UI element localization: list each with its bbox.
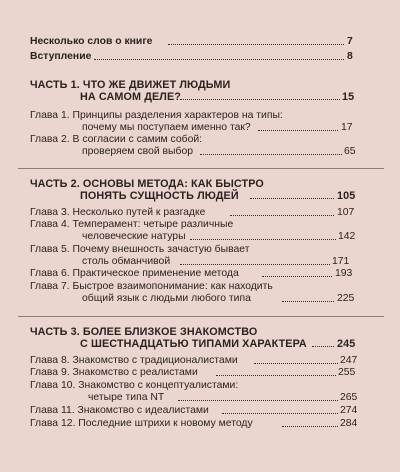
dot-leader (216, 375, 336, 376)
part-title: ЧАСТЬ 2. ОСНОВЫ МЕТОДА: КАК БЫСТРО (30, 178, 264, 190)
dot-leader (200, 154, 342, 155)
chapter-title: Глава 11. Знакомство с идеалистами (30, 405, 209, 416)
chapter-title: Глава 2. В согласии с самим собой: (30, 134, 203, 145)
dot-leader (254, 363, 338, 364)
chapter-title: Глава 5. Почему внешность зачастую бывает (30, 244, 250, 255)
chapter-title: Глава 7. Быстрое взаимопонимание: как находить (30, 281, 273, 292)
page-number: 107 (337, 207, 355, 218)
page-number: 15 (342, 91, 355, 103)
page-number: 65 (344, 146, 356, 157)
page-number: 8 (347, 51, 353, 62)
dot-leader (180, 264, 330, 265)
entry-title: Вступление (30, 51, 92, 62)
dot-leader (230, 215, 334, 216)
page-number: 17 (341, 122, 353, 133)
dot-leader (250, 198, 334, 199)
dot-leader (312, 346, 334, 347)
chapter-title-cont: человеческие натуры (82, 231, 186, 242)
chapter-title: Глава 1. Принципы разделения характеров на типы: (30, 110, 283, 121)
chapter-title: Глава 12. Последние штрихи к новому методу (30, 418, 253, 429)
section-divider (18, 316, 384, 317)
page-number: 225 (337, 293, 355, 304)
chapter-title: Глава 8. Знакомство с традиционалистами (30, 355, 238, 366)
page-number: 7 (347, 36, 353, 47)
dot-leader (222, 413, 338, 414)
page-number: 142 (338, 231, 356, 242)
chapter-title: Глава 10. Знакомство с концептуалистами: (30, 380, 239, 391)
dot-leader (258, 130, 338, 131)
dot-leader (168, 44, 344, 45)
dot-leader (178, 400, 338, 401)
dot-leader (262, 276, 332, 277)
section-divider (18, 168, 384, 169)
part-title: ЧАСТЬ 3. БОЛЕЕ БЛИЗКОЕ ЗНАКОМСТВО (30, 326, 258, 338)
chapter-title-cont: общий язык с людьми любого типа (82, 293, 251, 304)
part-title-cont: ПОНЯТЬ СУЩНОСТЬ ЛЮДЕЙ (80, 190, 239, 202)
page-number: 105 (337, 190, 356, 202)
page-number: 284 (340, 418, 358, 429)
part-title: ЧАСТЬ 1. ЧТО ЖЕ ДВИЖЕТ ЛЮДЬМИ (30, 79, 231, 91)
chapter-title: Глава 6. Практическое применение метода (30, 268, 239, 279)
dot-leader (94, 59, 344, 60)
chapter-title-cont: столь обманчивой (82, 256, 171, 267)
dot-leader (180, 99, 340, 100)
chapter-title-cont: четыре типа NT (88, 392, 165, 403)
page-number: 274 (340, 405, 358, 416)
page-number: 255 (338, 367, 356, 378)
chapter-title-cont: проверяем свой выбор (82, 146, 194, 157)
part-title-cont: С ШЕСТНАДЦАТЬЮ ТИПАМИ ХАРАКТЕРА (80, 338, 307, 350)
chapter-title: Глава 3. Несколько путей к разгадке (30, 207, 206, 218)
entry-title: Несколько слов о книге (30, 36, 153, 47)
page-number: 247 (340, 355, 358, 366)
dot-leader (190, 239, 336, 240)
page-number: 193 (335, 268, 353, 279)
dot-leader (282, 301, 334, 302)
part-title-cont: НА САМОМ ДЕЛЕ? (80, 91, 181, 103)
chapter-title: Глава 9. Знакомство с реалистами (30, 367, 198, 378)
page-number: 171 (332, 256, 350, 267)
page-number: 245 (337, 338, 356, 350)
page-number: 265 (340, 392, 358, 403)
chapter-title-cont: почему мы поступаем именно так? (82, 122, 251, 133)
dot-leader (282, 426, 338, 427)
chapter-title: Глава 4. Темперамент: четыре различные (30, 219, 234, 230)
